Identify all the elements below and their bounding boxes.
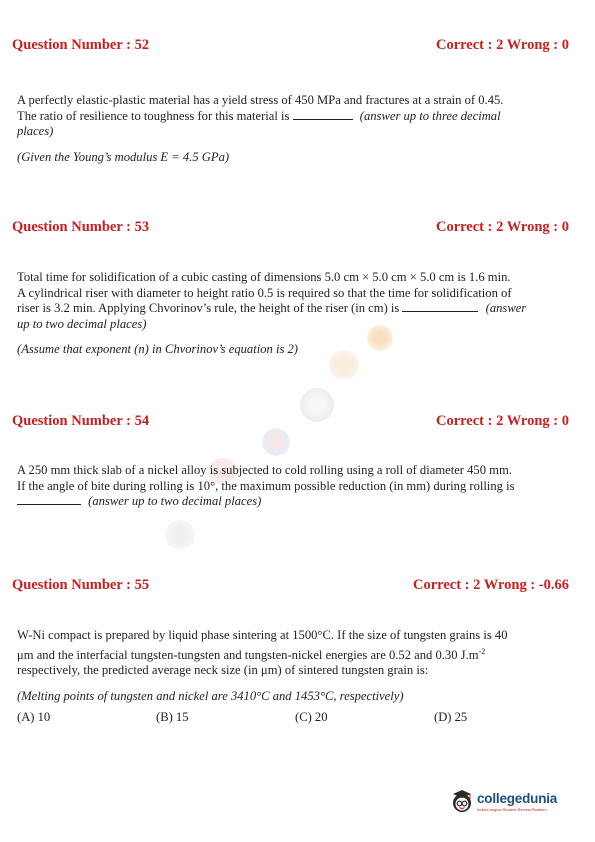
q55-line2: μm and the interfacial tungsten-tungsten and tungsten-nickel energies are 0.52 and 0.30 $J.m^{-2}$ [17, 646, 486, 662]
q54-marks: Correct : 2 Wrong : 0 [435, 413, 569, 429]
q53-marks: Correct : 2 Wrong : 0 [435, 219, 569, 235]
q52-given: (Given the Young’s modulus E = 4.5 GPa) [17, 149, 230, 164]
q55-line2-superscript: -2 [478, 646, 486, 656]
q55-option-d[interactable]: (D) 25 [434, 710, 468, 725]
q52-number: Question Number : 52 [12, 37, 150, 53]
q55-line1: W-Ni compact is prepared by liquid phase sintering at 1500°C. If the size of tungsten grains is 40 [17, 628, 508, 642]
q54-line3: (answer up to two decimal places) [17, 494, 581, 510]
q52-line2: The ratio of resilience to toughness for this material is (answer up to three decimal [17, 108, 501, 123]
q52-body [17, 93, 581, 165]
q55-number: Question Number : 55 [12, 577, 150, 593]
watermark-emblem-4 [262, 428, 290, 456]
collegedunia-logo [449, 788, 557, 814]
q53-number: Question Number : 53 [12, 219, 150, 235]
q52-answer-blank [293, 109, 353, 120]
q55-body [17, 628, 581, 726]
q53-answer-blank [402, 301, 478, 312]
q55-option-c[interactable]: (C) 20 [295, 710, 328, 725]
q55-line3: respectively, the predicted average neck size (in μm) of sintered tungsten grain is: [17, 663, 429, 678]
q55-option-b[interactable]: (B) 15 [156, 710, 189, 725]
q55-options [17, 710, 581, 726]
q54-line1: A 250 mm thick slab of a nickel alloy is subjected to cold rolling using a roll of diameter 450 mm. [17, 463, 512, 477]
q53-line3: riser is 3.2 min. Applying Chvorinov’s rule, the height of the riser (in cm) is (answer [17, 301, 527, 315]
q53-line4: up to two decimal places) [17, 316, 147, 331]
q54-number: Question Number : 54 [12, 413, 150, 429]
q53-line1: Total time for solidification of a cubic casting of dimensions 5.0 cm × 5.0 cm × 5.0 cm is 1.6 min. [17, 270, 511, 284]
q54-header [12, 413, 569, 430]
q54-answer-blank [17, 494, 81, 505]
q55-option-a[interactable]: (A) 10 [17, 710, 51, 725]
q52-header [12, 37, 569, 54]
q53-given: (Assume that exponent (n) in Chvorinov’s equation is 2) [17, 342, 298, 356]
q55-given: (Melting points of tungsten and nickel are 3410°C and 1453°C, respectively) [17, 688, 404, 703]
q54-line2: If the angle of bite during rolling is 10°, the maximum possible reduction (in mm) during rolling is [17, 478, 515, 493]
q53-header [12, 219, 569, 236]
q52-marks: Correct : 2 Wrong : 0 [435, 37, 569, 53]
q54-body [17, 463, 581, 510]
q53-line2: A cylindrical riser with diameter to height ratio 0.5 is required so that the time for solidification of [17, 285, 512, 300]
logo-name: collegedunia [477, 790, 558, 806]
q52-line3: places) [17, 124, 54, 138]
q55-marks: Correct : 2 Wrong : -0.66 [413, 577, 569, 593]
q53-body [17, 270, 581, 358]
q55-header [12, 577, 569, 594]
watermark-emblem-6 [165, 520, 195, 550]
logo-tagline: India's largest Student Review Platform [477, 806, 547, 812]
q52-line1: A perfectly elastic-plastic material has a yield stress of 450 MPa and fractures at a strain of 0.45. [17, 93, 504, 107]
graduate-mascot-icon [449, 788, 475, 814]
